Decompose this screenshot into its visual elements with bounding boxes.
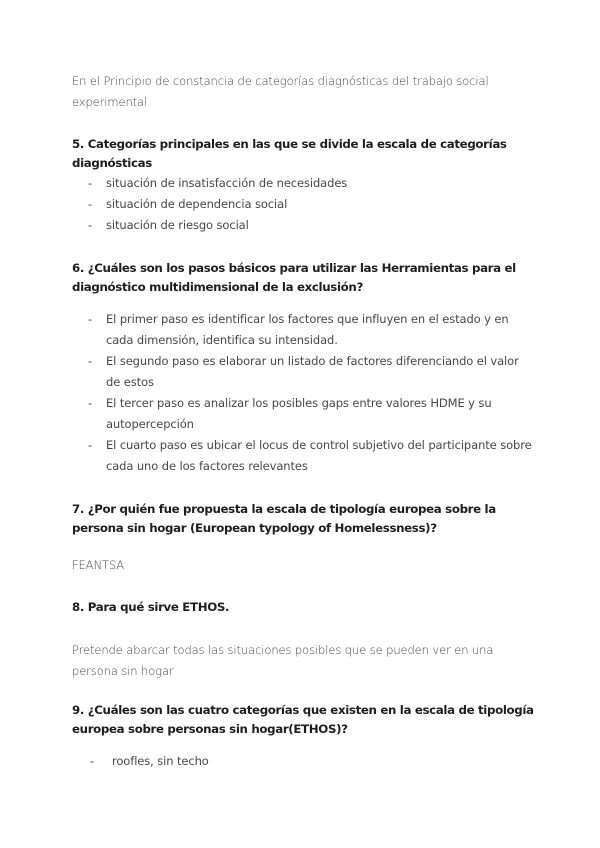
dash-bullet: - bbox=[88, 438, 93, 452]
intro-paragraph: En el Principio de constancia de categorías diagnósticas del trabajo social experimental bbox=[72, 74, 489, 109]
question-8-heading: 8. Para qué sirve ETHOS. bbox=[72, 600, 230, 614]
list-item bbox=[72, 194, 532, 215]
list-item bbox=[72, 215, 532, 236]
question-9-heading: 9. ¿Cuáles son las cuatro categorías que existen en la escala de tipología europea sobre personas sin hogar(ETHOS)? bbox=[72, 703, 534, 736]
list-item bbox=[72, 393, 532, 435]
list-item-text: situación de riesgo social bbox=[106, 218, 249, 232]
question-5-heading: 5. Categorías principales en las que se divide la escala de categorías diagnósticas bbox=[72, 137, 507, 170]
dash-bullet: - bbox=[88, 354, 93, 368]
question-9-list bbox=[72, 751, 532, 772]
list-item bbox=[72, 435, 532, 477]
list-item bbox=[72, 351, 532, 393]
dash-bullet: - bbox=[88, 197, 93, 211]
dash-bullet: - bbox=[88, 312, 93, 326]
list-item bbox=[72, 751, 532, 772]
list-item bbox=[72, 173, 532, 194]
question-6-list bbox=[72, 309, 532, 477]
question-6-heading: 6. ¿Cuáles son los pasos básicos para utilizar las Herramientas para el diagnóstico multidimensional de la exclusión? bbox=[72, 261, 516, 294]
list-item bbox=[72, 309, 532, 351]
dash-bullet: - bbox=[88, 218, 93, 232]
list-item-text: situación de dependencia social bbox=[106, 197, 288, 211]
question-7-heading: 7. ¿Por quién fue propuesta la escala de tipología europea sobre la persona sin hogar (European typology of Homelessness)? bbox=[72, 502, 496, 535]
list-item-text: situación de insatisfacción de necesidades bbox=[106, 176, 348, 190]
dash-bullet: - bbox=[90, 754, 95, 768]
question-7-answer: FEANTSA bbox=[72, 558, 125, 572]
dash-bullet: - bbox=[88, 176, 93, 190]
list-item-text: El tercer paso es analizar los posibles gaps entre valores HDME y su autopercepción bbox=[106, 396, 492, 431]
list-item-text: El segundo paso es elaborar un listado de factores diferenciando el valor de estos bbox=[106, 354, 519, 389]
question-5-list bbox=[72, 173, 532, 236]
dash-bullet: - bbox=[88, 396, 93, 410]
list-item-text: El primer paso es identificar los factores que influyen en el estado y en cada dimensión, identifica su intensidad. bbox=[106, 312, 509, 347]
list-item-text: El cuarto paso es ubicar el locus de control subjetivo del participante sobre cada uno de los factores relevantes bbox=[106, 438, 532, 473]
question-8-answer: Pretende abarcar todas las situaciones posibles que se pueden ver en una persona sin hogar bbox=[72, 643, 494, 678]
list-item-text: roofles, sin techo bbox=[112, 754, 209, 768]
